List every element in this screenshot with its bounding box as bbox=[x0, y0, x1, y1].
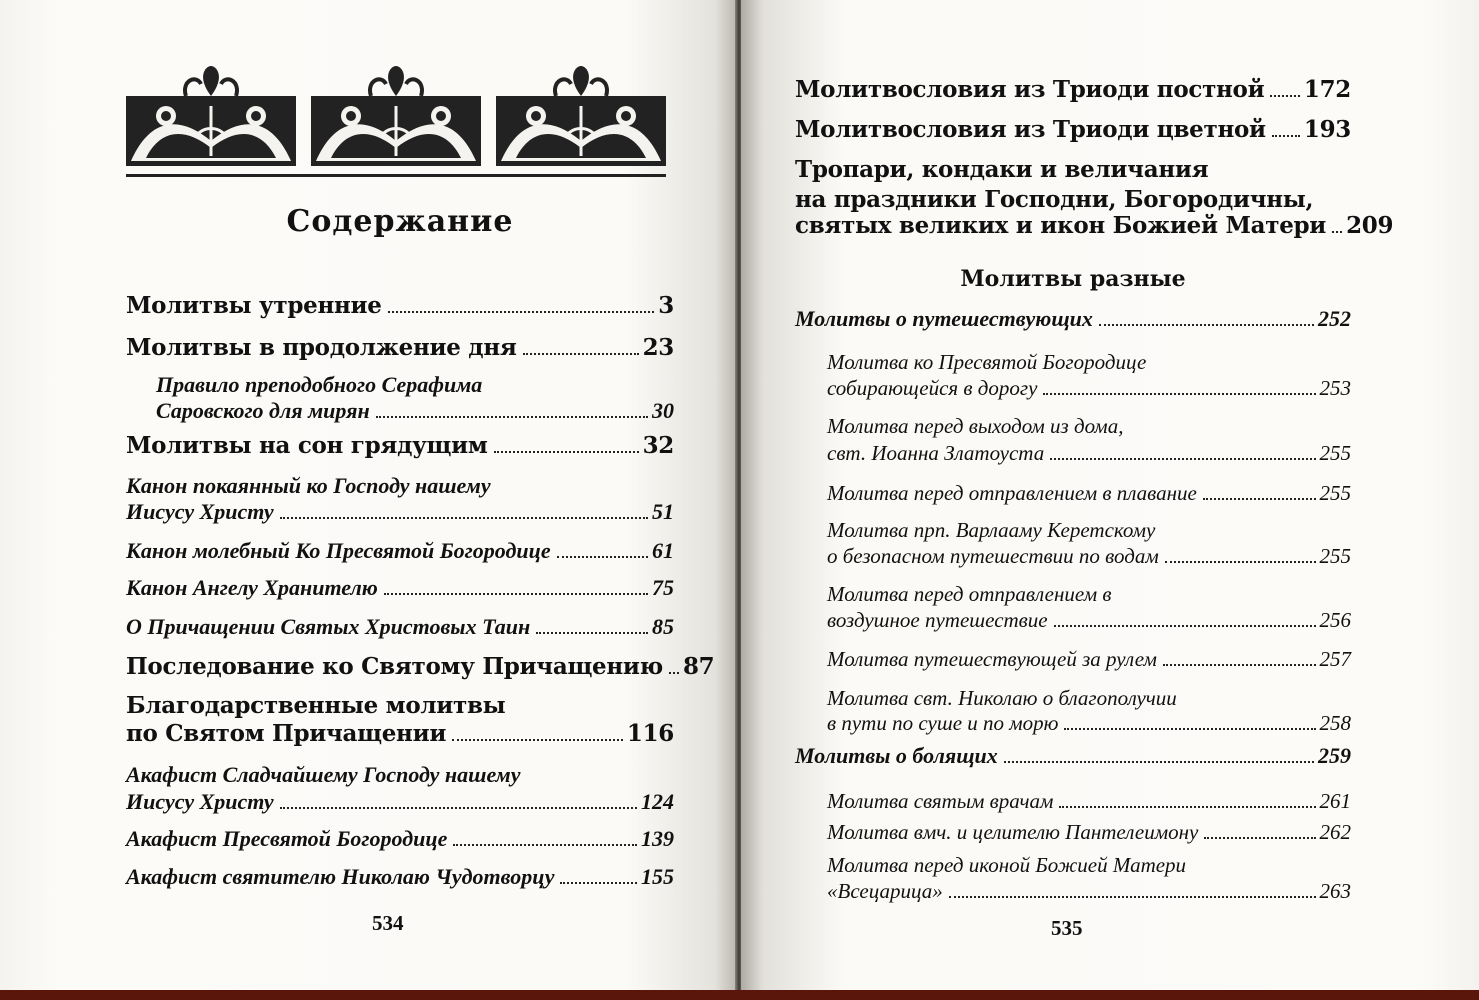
toc-entry[interactable]: «Всецарица» 263 bbox=[827, 879, 1351, 903]
toc-entry[interactable]: Канон молебный Ко Пресвятой Богородице 61 bbox=[126, 538, 674, 563]
toc-entry[interactable]: собирающейся в дорогу 253 bbox=[827, 376, 1351, 400]
toc-entry[interactable]: о безопасном путешествии по водам 255 bbox=[827, 544, 1351, 568]
toc-entry[interactable]: Молитва перед отправлением в плавание 255 bbox=[827, 481, 1351, 505]
toc-entry[interactable]: Молитвы в продолжение дня 23 bbox=[126, 334, 674, 361]
toc-entry-line: Благодарственные молитвы bbox=[126, 692, 506, 719]
book-bottom-edge bbox=[0, 990, 1479, 1000]
toc-entry[interactable]: Молитвы утренние 3 bbox=[126, 292, 674, 319]
toc-entry[interactable]: Акафист святителю Николаю Чудотворцу 155 bbox=[126, 864, 674, 889]
right-page bbox=[741, 0, 1479, 1000]
toc-entry-line: Молитва перед отправлением в bbox=[827, 582, 1112, 606]
toc-entry-line: Молитва свт. Николаю о благополучии bbox=[827, 686, 1177, 710]
toc-entry-line: Канон покаянный ко Господу нашему bbox=[126, 473, 491, 498]
toc-entry[interactable]: Акафист Пресвятой Богородице 139 bbox=[126, 826, 674, 851]
toc-entry-line: Молитва прп. Варлааму Керетскому bbox=[827, 518, 1156, 542]
contents-heading: Содержание bbox=[286, 204, 514, 239]
toc-entry-line: Акафист Сладчайшему Господу нашему bbox=[126, 762, 521, 787]
toc-entry[interactable]: Саровского для мирян 30 bbox=[156, 398, 674, 423]
toc-entry[interactable]: Молитвы о болящих 259 bbox=[795, 743, 1351, 768]
toc-entry[interactable]: по Святом Причащении 116 bbox=[126, 720, 674, 747]
toc-entry[interactable]: Иисусу Христу 51 bbox=[126, 499, 674, 524]
toc-entry[interactable]: Молитва вмч. и целителю Пантелеимону 262 bbox=[827, 820, 1351, 844]
toc-entry-line: Правило преподобного Серафима bbox=[156, 372, 483, 397]
page-number-left: 534 bbox=[372, 911, 404, 935]
toc-entry-line: на праздники Господни, Богородичны, bbox=[795, 186, 1314, 213]
toc-entry-line: Молитва перед иконой Божией Матери bbox=[827, 853, 1187, 877]
floral-ornament-headpiece bbox=[126, 66, 666, 178]
toc-entry[interactable]: Иисусу Христу 124 bbox=[126, 789, 674, 814]
toc-entry[interactable]: Молитвословия из Триоди постной 172 bbox=[795, 76, 1351, 103]
toc-entry[interactable]: святых великих и икон Божией Матери 209 bbox=[795, 212, 1394, 239]
toc-entry[interactable]: Молитвословия из Триоди цветной 193 bbox=[795, 116, 1351, 143]
section-heading: Молитвы разные bbox=[960, 266, 1186, 292]
toc-entry[interactable]: Молитва святым врачам 261 bbox=[827, 789, 1351, 813]
toc-entry-line: Тропари, кондаки и величания bbox=[795, 156, 1209, 183]
toc-entry[interactable]: Последование ко Святому Причащению 87 bbox=[126, 653, 715, 680]
left-page bbox=[0, 0, 737, 1000]
toc-entry[interactable]: свт. Иоанна Златоуста 255 bbox=[827, 441, 1351, 465]
toc-entry[interactable]: Молитвы на сон грядущим 32 bbox=[126, 432, 674, 459]
toc-entry[interactable]: воздушное путешествие 256 bbox=[827, 608, 1351, 632]
toc-entry-line: Молитва ко Пресвятой Богородице bbox=[827, 350, 1147, 374]
toc-entry[interactable]: Канон Ангелу Хранителю 75 bbox=[126, 575, 674, 600]
toc-entry-line: Молитва перед выходом из дома, bbox=[827, 414, 1124, 438]
page-number-right: 535 bbox=[1051, 916, 1083, 940]
toc-entry[interactable]: О Причащении Святых Христовых Таин 85 bbox=[126, 614, 674, 639]
toc-entry[interactable]: в пути по суше и по морю 258 bbox=[827, 711, 1351, 735]
toc-entry[interactable]: Молитвы о путешествующих 252 bbox=[795, 306, 1351, 331]
toc-entry[interactable]: Молитва путешествующей за рулем 257 bbox=[827, 647, 1351, 671]
